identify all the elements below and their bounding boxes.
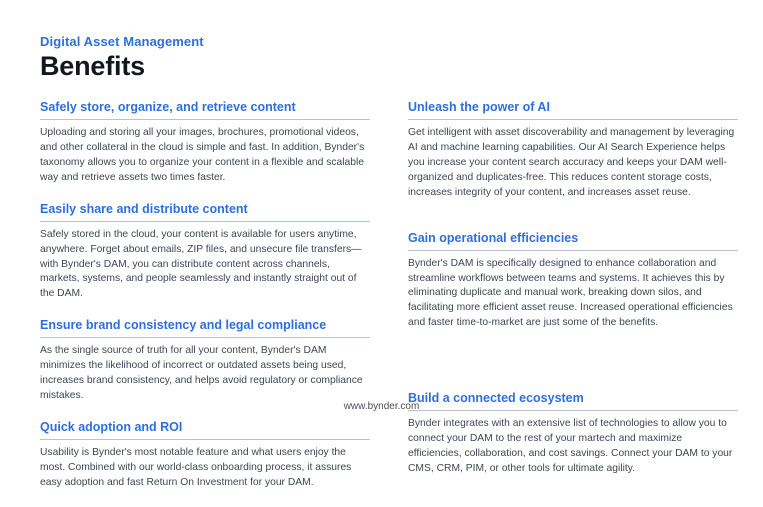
eyebrow-label: Digital Asset Management xyxy=(40,34,204,49)
section-body: Usability is Bynder's most notable feature and what users enjoy the most. Combined with our world-class onboarding process, it assures easy adoption and fast Return On Investment for your DAM. xyxy=(40,446,352,488)
page-title: Benefits xyxy=(40,51,145,81)
section-heading: Unleash the power of AI xyxy=(408,100,550,114)
section-heading: Easily share and distribute content xyxy=(40,201,248,216)
section-divider xyxy=(40,119,370,120)
right-column xyxy=(408,100,738,507)
section-body: Bynder integrates with an extensive list of technologies to allow you to connect your DAM to the rest of your martech and maximize efficiencies, collaboration, and cost savings. Connect your DAM to your CMS, CRM, PIM, or other tools for ultimate agility. xyxy=(408,418,733,474)
section-body: Bynder's DAM is specifically designed to enhance collaboration and streamline workflows between teams and systems. It achieves this by eliminating duplicate and manual work, breaking down silos, and facilitating more efficient asset reuse. Increased operational efficiencies and faster time-to-market are just some of the benefits. xyxy=(408,257,733,329)
section-body: As the single source of truth for all your content, Bynder's DAM minimizes the likelihood of incorrect or outdated assets being used, increases brand consistency, and helps avoid regulatory or compliance mistakes. xyxy=(40,345,363,402)
section-divider xyxy=(40,221,370,222)
content-columns xyxy=(40,100,735,507)
section-heading: Safely store, organize, and retrieve content xyxy=(40,100,296,114)
benefit-section xyxy=(40,100,370,186)
benefit-section xyxy=(40,202,370,303)
section-heading: Gain operational efficiencies xyxy=(408,230,579,245)
section-divider xyxy=(408,250,738,251)
section-divider xyxy=(408,119,738,120)
section-body: Uploading and storing all your images, brochures, promotional videos, and other collateral in the cloud is simple and fast. In addition, Bynder's taxonomy allows you to organize your content in a flexible and scalable way and retrieve assets two times faster. xyxy=(40,127,365,183)
left-column xyxy=(40,100,370,507)
benefit-section xyxy=(408,231,738,332)
section-heading: Quick adoption and ROI xyxy=(40,419,183,434)
section-body: Safely stored in the cloud, your content is available for users anytime, anywhere. Forget about emails, ZIP files, and unsecure file transfers—with Bynder's DAM, you can distribute content across channels, markets, systems, and people seamlessly and instantly straight out of the DAM. xyxy=(40,228,362,300)
section-heading: Build a connected ecosystem xyxy=(408,391,584,406)
section-divider xyxy=(40,337,370,338)
section-divider xyxy=(40,439,370,440)
benefit-section xyxy=(40,318,370,404)
section-body: Get intelligent with asset discoverability and management by leveraging AI and machine learning capabilities. Our AI Search Experience helps you increase your content search accuracy and keeps your DAM well-organized and duplicates-free. This reduces content storage costs, increases integrity of your content, and increases asset reuse. xyxy=(408,127,735,198)
benefit-section xyxy=(40,420,370,491)
section-heading: Ensure brand consistency and legal compliance xyxy=(40,318,327,333)
footer-url: www.bynder.com xyxy=(343,401,420,412)
benefit-section xyxy=(408,100,738,201)
